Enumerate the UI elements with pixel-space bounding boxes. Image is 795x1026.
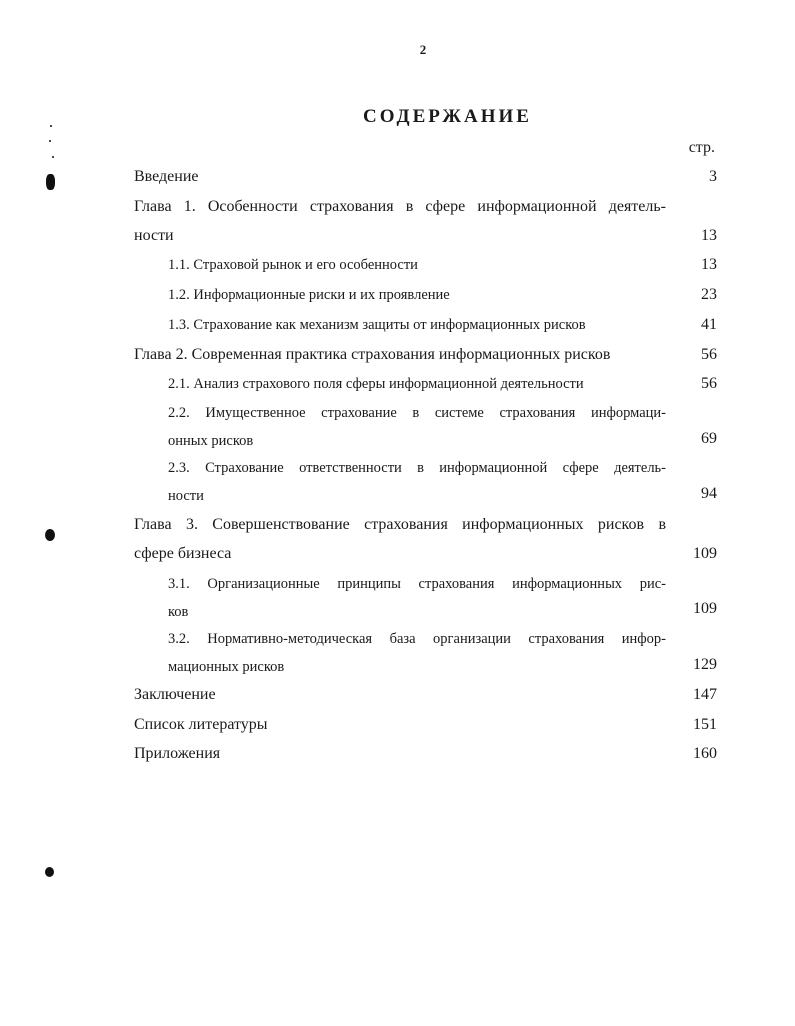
toc-entry-chapter-2: Глава 2. Современная практика страхования информационных рисков: [134, 346, 611, 363]
toc-page-literature: 151: [693, 716, 717, 733]
toc-entry-section-3-2-cont: мационных рисков: [168, 659, 285, 675]
toc-page-conclusion: 147: [693, 686, 717, 703]
toc-page-section-1-1: 13: [701, 256, 717, 273]
toc-page-chapter-1: 13: [701, 227, 717, 244]
scan-blot: [45, 529, 55, 541]
toc-entry-section-1-3: 1.3. Страхование как механизм защиты от информационных рисков: [168, 317, 586, 333]
toc-entry-chapter-3: Глава 3. Совершенствование страхования информационных рисков в: [134, 516, 666, 533]
toc-entry-chapter-1: Глава 1. Особенности страхования в сфере информационной деятель-: [134, 198, 666, 215]
page-number: 2: [419, 42, 427, 57]
toc-entry-section-3-2: 3.2. Нормативно-методическая база организации страхования инфор-: [168, 631, 666, 647]
toc-page-chapter-3: 109: [693, 545, 717, 562]
scan-blot: [46, 174, 55, 190]
toc-page-section-3-1: 109: [693, 600, 717, 617]
scan-speck: [50, 125, 52, 127]
toc-entry-section-2-1: 2.1. Анализ страхового поля сферы информационной деятельности: [168, 376, 584, 392]
toc-entry-section-2-2: 2.2. Имущественное страхование в системе страхования информаци-: [168, 405, 666, 421]
toc-page-section-2-3: 94: [701, 485, 717, 502]
toc-page-section-2-1: 56: [701, 375, 717, 392]
toc-page-introduction: 3: [709, 168, 717, 185]
toc-page-appendices: 160: [693, 745, 717, 762]
toc-page-section-3-2: 129: [693, 656, 717, 673]
page-column-header: стр.: [688, 139, 715, 156]
toc-entry-section-1-1: 1.1. Страховой рынок и его особенности: [168, 257, 418, 273]
toc-entry-chapter-3-cont: сфере бизнеса: [134, 545, 232, 562]
toc-entry-section-2-3: 2.3. Страхование ответственности в информационной сфере деятель-: [168, 460, 666, 476]
toc-entry-chapter-1-cont: ности: [134, 227, 174, 244]
toc-entry-appendices: Приложения: [134, 745, 221, 762]
toc-page-section-2-2: 69: [701, 430, 717, 447]
toc-page-section-1-2: 23: [701, 286, 717, 303]
page-title: СОДЕРЖАНИЕ: [363, 106, 532, 127]
toc-page-chapter-2: 56: [701, 346, 717, 363]
scan-blot: [45, 867, 54, 877]
toc-entry-section-1-2: 1.2. Информационные риски и их проявление: [168, 287, 450, 303]
scan-speck: [52, 156, 54, 158]
toc-entry-section-3-1-cont: ков: [168, 604, 189, 620]
toc-entry-section-2-2-cont: онных рисков: [168, 433, 254, 449]
scan-speck: [49, 140, 51, 142]
toc-page-section-1-3: 41: [701, 316, 717, 333]
toc-entry-introduction: Введение: [134, 168, 199, 185]
toc-entry-conclusion: Заключение: [134, 686, 216, 703]
toc-entry-section-3-1: 3.1. Организационные принципы страхования информационных рис-: [168, 576, 666, 592]
toc-entry-literature: Список литературы: [134, 716, 268, 733]
toc-entry-section-2-3-cont: ности: [168, 488, 204, 504]
